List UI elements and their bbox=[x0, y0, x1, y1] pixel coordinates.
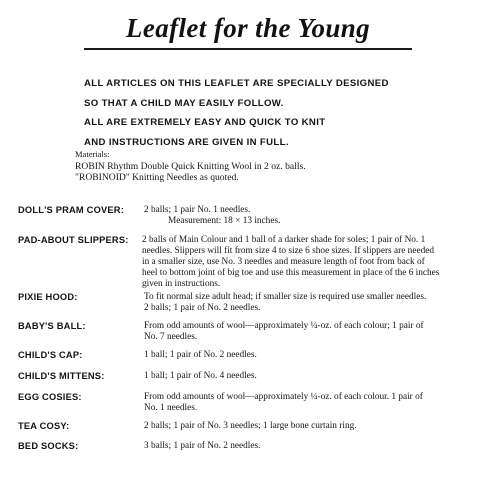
article-description bbox=[144, 205, 496, 227]
article-description bbox=[144, 371, 496, 382]
article-description bbox=[144, 292, 496, 314]
article-description bbox=[142, 235, 494, 290]
article-name: TEA COSY: bbox=[18, 421, 70, 431]
article-line: From odd amounts of wool—approximately ¼-oz. of each colour; 1 pair of bbox=[144, 321, 424, 331]
article-line: To fit normal size adult head; if smaller size is required use smaller needles. bbox=[144, 292, 427, 302]
article-line: 1 ball; 1 pair of No. 2 needles. bbox=[144, 350, 257, 360]
article-name: CHILD'S MITTENS: bbox=[18, 371, 105, 381]
article-line: No. 7 needles. bbox=[144, 332, 198, 342]
title-underline bbox=[84, 48, 412, 50]
article-description bbox=[144, 441, 496, 452]
materials-block bbox=[75, 149, 475, 184]
article-description bbox=[144, 392, 496, 414]
article-line: 3 balls; 1 pair of No. 2 needles. bbox=[144, 441, 261, 451]
article-line: 2 balls; 1 pair of No. 2 needles. bbox=[144, 303, 261, 313]
intro-line: SO THAT A CHILD MAY EASILY FOLLOW. bbox=[84, 97, 284, 109]
intro-line: AND INSTRUCTIONS ARE GIVEN IN FULL. bbox=[84, 136, 289, 148]
page-title: Leaflet for the Young bbox=[125, 13, 371, 43]
article-description bbox=[144, 421, 496, 432]
article-line: 2 balls; 1 pair No. 1 needles. bbox=[144, 205, 251, 215]
article-line: in a smaller size, use No. 3 needles and measure length of foot from back of bbox=[142, 257, 425, 267]
article-line: Measurement: 18 × 13 inches. bbox=[168, 216, 281, 226]
article-line: No. 1 needles. bbox=[144, 403, 198, 413]
article-name: CHILD'S CAP: bbox=[18, 350, 83, 360]
title-block bbox=[84, 10, 412, 50]
article-line: needles. Slippers will fit from size 4 to size 6 shoe sizes. If slippers are needed bbox=[142, 246, 434, 256]
intro-line: ALL ARE EXTREMELY EASY AND QUICK TO KNIT bbox=[84, 117, 326, 128]
article-line: heel to bottom joint of big toe and use this measurement in place of the 6 inches bbox=[142, 268, 440, 278]
article-line: From odd amounts of wool—approximately ¼-oz. of each colour. 1 pair of bbox=[144, 392, 423, 402]
article-description bbox=[144, 350, 496, 361]
article-line: 2 balls; 1 pair of No. 3 needles; 1 large bone curtain ring. bbox=[144, 421, 357, 431]
article-name: BED SOCKS: bbox=[18, 441, 79, 451]
article-name: EGG COSIES: bbox=[18, 392, 82, 402]
materials-line: "ROBINOID" Knitting Needles as quoted. bbox=[75, 172, 239, 183]
article-line: given in instructions. bbox=[142, 279, 221, 289]
intro-line: ALL ARTICLES ON THIS LEAFLET ARE SPECIALLY DESIGNED bbox=[84, 78, 389, 89]
article-line: 2 balls of Main Colour and 1 ball of a darker shade for soles; 1 pair of No. 1 bbox=[142, 235, 426, 245]
materials-heading: Materials: bbox=[75, 149, 110, 159]
article-name: PAD-ABOUT SLIPPERS: bbox=[18, 235, 129, 245]
article-line: 1 ball; 1 pair of No. 4 needles. bbox=[144, 371, 257, 381]
article-name: PIXIE HOOD: bbox=[18, 292, 78, 302]
article-name: DOLL'S PRAM COVER: bbox=[18, 205, 125, 215]
materials-line: ROBIN Rhythm Double Quick Knitting Wool in 2 oz. balls. bbox=[75, 160, 306, 172]
article-description bbox=[144, 321, 496, 343]
article-name: BABY'S BALL: bbox=[18, 321, 86, 331]
intro-block bbox=[84, 74, 484, 152]
